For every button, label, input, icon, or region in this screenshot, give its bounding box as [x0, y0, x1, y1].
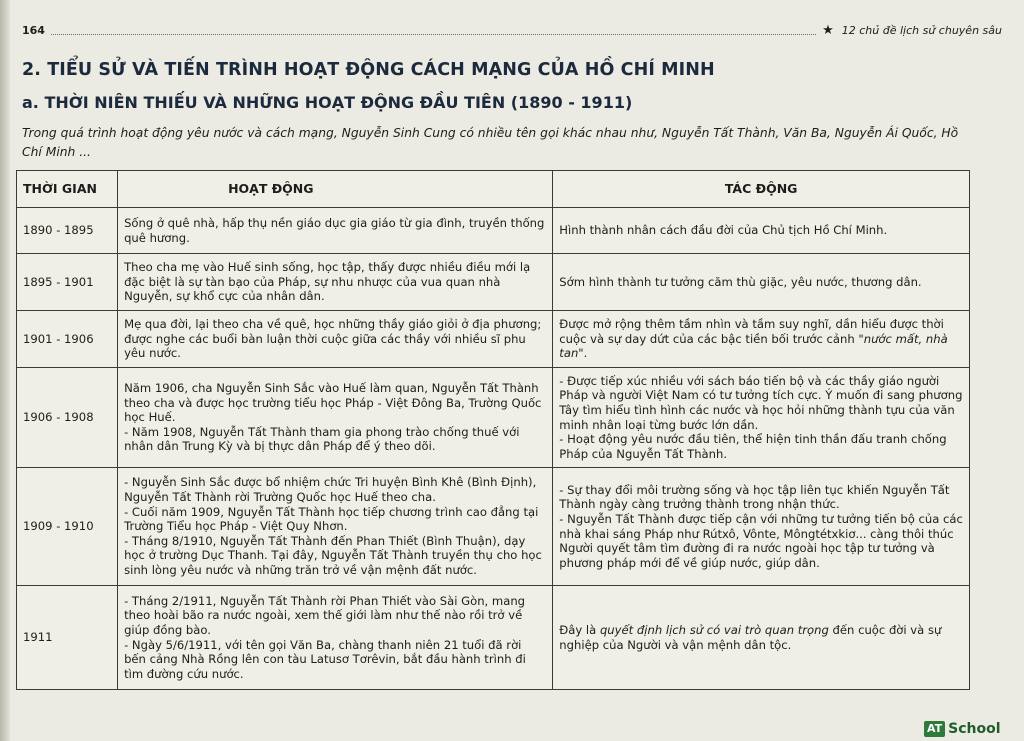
column-header-effect: TÁC ĐỘNG: [553, 171, 970, 208]
logo-mark: AT: [924, 721, 945, 737]
cell-time: 1906 - 1908: [17, 368, 118, 468]
column-header-activity: HOẠT ĐỘNG: [118, 171, 553, 208]
activity-line: - Tháng 2/1911, Nguyễn Tất Thành rời Phan Thiết vào Sài Gòn, mang theo hoài bão ra nước ngoài, xem thế giới làm như thế nào rồi trở về giúp đồng bào.: [124, 593, 526, 637]
cell-time: 1890 - 1895: [17, 208, 118, 254]
table-row: [17, 468, 970, 586]
cell-effect: [553, 311, 970, 368]
cell-effect: [553, 468, 970, 586]
cell-time: 1895 - 1901: [17, 254, 118, 311]
subsection-title: a. THỜI NIÊN THIẾU VÀ NHỮNG HOẠT ĐỘNG ĐẦU TIÊN (1890 - 1911): [22, 93, 633, 112]
intro-paragraph: Trong quá trình hoạt động yêu nước và cách mạng, Nguyễn Sinh Cung có nhiều tên gọi khác nhau như, Nguyễn Tất Thành, Văn Ba, Nguyễn Ái Quốc, Hồ Chí Minh ...: [22, 126, 959, 159]
effect-text: đến cuộc đời và sự nghiệp của Người và vận mệnh dân tộc.: [559, 622, 942, 652]
running-header: [22, 20, 1002, 40]
activity-line: - Năm 1908, Nguyễn Tất Thành tham gia phong trào chống thuế với nhân dân Trung Kỳ và bị thực dân Pháp để ý theo dõi.: [124, 424, 520, 454]
activity-line: Năm 1906, cha Nguyễn Sinh Sắc vào Huế làm quan, Nguyễn Tất Thành theo cha và được học trường tiểu học Pháp - Việt Đông Ba, Trường Quốc học Huế.: [124, 381, 542, 425]
effect-emphasis: quyết định lịch sử có vai trò quan trọng: [599, 622, 829, 637]
effect-line: - Sự thay đổi môi trường sống và học tập liên tục khiến Nguyễn Tất Thành ngày càng trưởng thành trong nhận thức.: [559, 482, 950, 512]
cell-activity: [118, 468, 553, 586]
cell-activity: Theo cha mẹ vào Huế sinh sống, học tập, thấy được nhiều điều mới lạ đặc biệt là sự tàn bạo của Pháp, sự nhu nhược của vua quan nhà Nguyễn, sự khổ cực của nhân dân.: [118, 254, 553, 311]
activity-line: - Tháng 8/1910, Nguyễn Tất Thành đến Phan Thiết (Bình Thuận), dạy học ở trường Dục Thanh. Tại đây, Nguyễn Tất Thành truyền thụ cho học sinh lòng yêu nước và những trăn trở về vận mệnh đất nước.: [124, 533, 542, 577]
cell-effect: Hình thành nhân cách đầu đời của Chủ tịch Hồ Chí Minh.: [553, 208, 970, 254]
section-title: 2. TIỂU SỬ VÀ TIẾN TRÌNH HOẠT ĐỘNG CÁCH MẠNG CỦA HỒ CHÍ MINH: [22, 60, 715, 80]
book-title: 12 chủ đề lịch sử chuyên sâu: [841, 23, 1002, 37]
cell-time: 1909 - 1910: [17, 468, 118, 586]
effect-text: Đây là: [559, 622, 600, 637]
timeline-table: [16, 170, 970, 690]
cell-activity: [118, 368, 553, 468]
table-header-row: [17, 171, 970, 208]
page-binding-edge: [0, 0, 10, 741]
publisher-logo: [924, 720, 1001, 738]
effect-line: - Nguyễn Tất Thành được tiếp cận với những tư tưởng tiến bộ của các nhà khai sáng Pháp như Rútxô, Vônte, Môngtétxkiơ... càng thôi thúc Người quyết tâm tìm đường đi ra nước ngoài học tập tư tưởng và phương pháp mới để về giúp nước, giúp dân.: [559, 511, 963, 570]
activity-line: - Ngày 5/6/1911, với tên gọi Văn Ba, chàng thanh niên 21 tuổi đã rời bến cảng Nhà Rồng lên con tàu Latusơ Tơrêvin, bắt đầu hành trình đi tìm đường cứu nước.: [124, 637, 526, 681]
logo-text: School: [948, 721, 1001, 737]
effect-quote: "nước mất, nhà tan": [559, 331, 948, 361]
cell-effect: Sớm hình thành tư tưởng căm thù giặc, yêu nước, thương dân.: [553, 254, 970, 311]
cell-activity: [118, 586, 553, 690]
star-icon: ★: [822, 22, 834, 38]
activity-line: - Cuối năm 1909, Nguyễn Tất Thành học tiếp chương trình cao đẳng tại Trường Tiểu học Pháp - Việt Quy Nhơn.: [124, 504, 539, 534]
effect-line: - Hoạt động yêu nước đầu tiên, thể hiện tinh thần đấu tranh chống Pháp của Nguyễn Tất Thành.: [559, 432, 947, 461]
page-number: 164: [22, 23, 45, 37]
effect-end: .: [583, 346, 588, 361]
effect-line: - Được tiếp xúc nhiều với sách báo tiến bộ và các thầy giáo người Pháp và người Việt Nam có tư tưởng tích cực. Ý muốn đi sang phương Tây tìm hiểu tình hình các nước và học hỏi những thành tựu của văn minh nhân loại từng bước lớn dần.: [559, 373, 963, 432]
table-row: [17, 208, 970, 254]
table-row: [17, 311, 970, 368]
effect-text: Được mở rộng thêm tầm nhìn và tầm suy nghĩ, dần hiểu được thời cuộc và sự day dứt của các bậc tiền bối trước cảnh: [559, 317, 944, 346]
cell-activity: Sống ở quê nhà, hấp thụ nền giáo dục gia giáo từ gia đình, truyền thống quê hương.: [118, 208, 553, 254]
cell-time: 1911: [17, 586, 118, 690]
header-dotted-leader: [51, 26, 816, 35]
column-header-time: THỜI GIAN: [17, 171, 118, 208]
table-row: [17, 368, 970, 468]
cell-effect: [553, 586, 970, 690]
cell-time: 1901 - 1906: [17, 311, 118, 368]
table-row: [17, 586, 970, 690]
activity-line: - Nguyễn Sinh Sắc được bổ nhiệm chức Tri huyện Bình Khê (Bình Định), Nguyễn Tất Thành rời Trường Quốc học Huế theo cha.: [124, 475, 537, 505]
table-row: [17, 254, 970, 311]
cell-activity: Mẹ qua đời, lại theo cha về quê, học những thầy giáo giỏi ở địa phương; được nghe các buổi bàn luận thời cuộc giữa các thầy với nhiều sĩ phu yêu nước.: [118, 311, 553, 368]
cell-effect: [553, 368, 970, 468]
